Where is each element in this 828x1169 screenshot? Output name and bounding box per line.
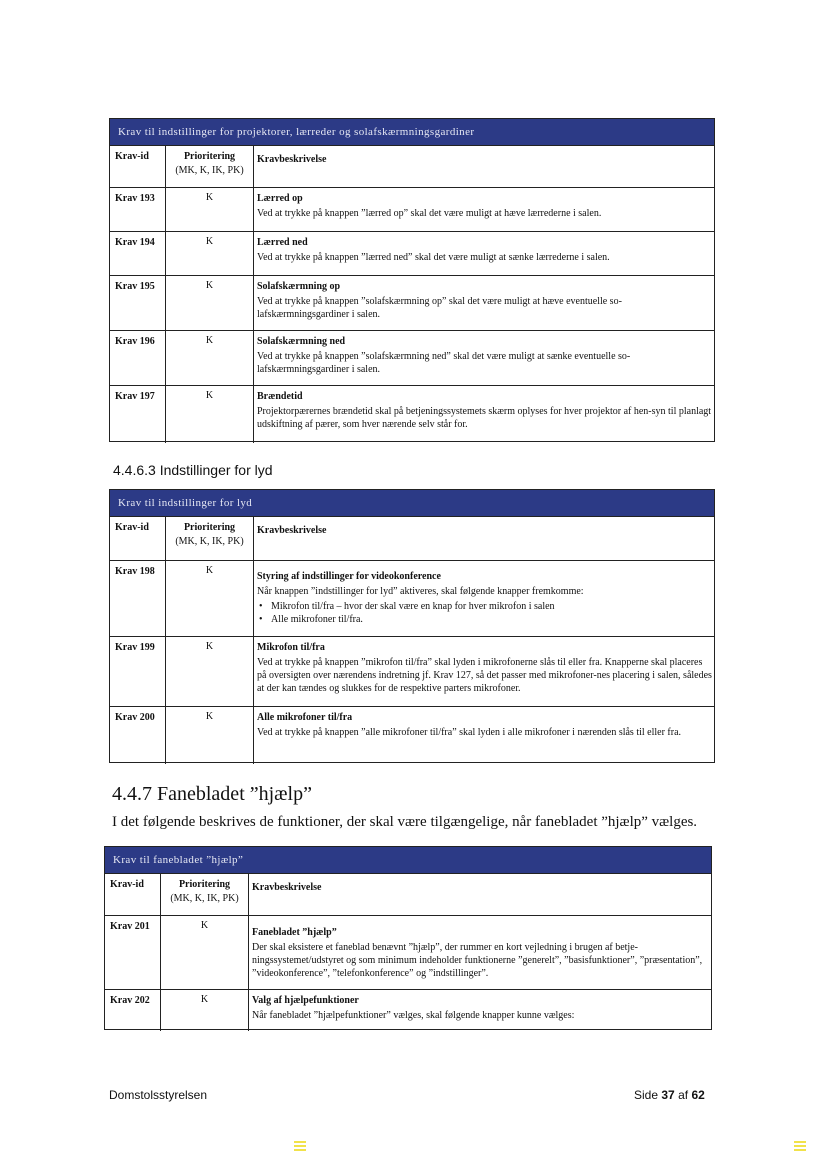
req-id: Krav 198 (110, 561, 166, 636)
footer-page-number (634, 1088, 705, 1102)
table-row (110, 330, 714, 385)
bullet-item: • Mikrofon til/fra – hvor der skal være en knap for hver mikrofon i salen (257, 600, 714, 613)
req-priority: K (166, 232, 254, 275)
table-row (105, 989, 711, 1031)
priority-label: Prioritering (183, 151, 236, 162)
table-row (110, 560, 714, 636)
req-description (254, 188, 714, 231)
req-id: Krav 193 (110, 188, 166, 231)
column-header-row (105, 873, 711, 915)
req-id: Krav 195 (110, 276, 166, 330)
req-id: Krav 196 (110, 331, 166, 385)
req-title: Styring af indstillinger for videokonference (257, 571, 441, 582)
req-title: Solafskærmning ned (257, 336, 346, 347)
req-body: Ved at trykke på knappen ”solafskærmning op” skal det være muligt at hæve eventuelle so-lafskærmningsgardiner i salen. (257, 296, 622, 320)
req-priority: K (166, 386, 254, 443)
req-id: Krav 202 (105, 990, 161, 1031)
req-description (254, 707, 714, 764)
req-priority: K (166, 276, 254, 330)
req-title: Lærred ned (257, 237, 308, 248)
req-body: Ved at trykke på knappen ”lærred ned” skal det være muligt at sænke lærrederne i salen. (257, 252, 610, 263)
table-row (110, 231, 714, 275)
page-prefix: Side (634, 1088, 659, 1102)
col-desc-header: Kravbeskrivelse (257, 525, 327, 536)
req-body: Ved at trykke på knappen ”solafskærmning ned” skal det være muligt at sænke eventuelle so-lafskærmningsgardiner i salen. (257, 351, 631, 375)
req-description (249, 916, 711, 989)
col-priority-header (166, 517, 254, 560)
req-priority: K (166, 561, 254, 636)
priority-label: Prioritering (183, 522, 236, 533)
table-row (110, 636, 714, 706)
priority-codes: (MK, K, IK, PK) (175, 165, 244, 176)
page-current: 37 (661, 1088, 675, 1102)
col-id-header: Krav-id (105, 874, 161, 915)
req-body: Når fanebladet ”hjælpefunktioner” vælges, skal følgende knapper kunne vælges: (252, 1010, 575, 1021)
req-body: Når knappen ”indstillinger for lyd” aktiveres, skal følgende knapper fremkomme: (257, 586, 584, 597)
section-heading-lyd: 4.4.6.3 Indstillinger for lyd (113, 462, 273, 478)
page-of: af (678, 1088, 689, 1102)
priority-codes: (MK, K, IK, PK) (175, 536, 244, 547)
table-row (110, 706, 714, 764)
column-header-row (110, 145, 714, 187)
col-desc-header: Kravbeskrivelse (257, 154, 327, 165)
req-body: Ved at trykke på knappen ”mikrofon til/fra” skal lyden i mikrofonerne slås til eller fra. Knapperne skal placeres på oversigten over nærendens indretning jf. Krav 127, så det passer med mikrofoner-nes placering i salen, således at der kan tændes og slukkes for de respektive parters mikrofoner. (257, 657, 712, 694)
footer-organization: Domstolsstyrelsen (109, 1088, 208, 1102)
req-title: Alle mikrofoner til/fra (257, 712, 353, 723)
req-title: Brændetid (257, 391, 303, 402)
req-title: Valg af hjælpefunktioner (252, 995, 359, 1006)
req-priority: K (166, 707, 254, 764)
req-description (254, 232, 714, 275)
req-priority: K (166, 188, 254, 231)
column-header-row (110, 516, 714, 560)
col-id-header: Krav-id (110, 146, 166, 187)
col-priority-header (161, 874, 249, 915)
req-title: Fanebladet ”hjælp” (252, 927, 337, 938)
bullet-item: • Alle mikrofoner til/fra. (257, 613, 714, 626)
req-body: Der skal eksistere et faneblad benævnt ”hjælp”, der rummer en kort vejledning i brugen af betje-ningssystemet/udstyret og som minimum indeholder funktionerne ”generelt”, ”basisfunktioner”, ”præsentation”, ”videokonference”, ”telefonkonference” og ”indstillinger”. (252, 942, 703, 979)
page-total: 62 (691, 1088, 705, 1102)
req-description (254, 637, 714, 706)
req-title: Mikrofon til/fra (257, 642, 325, 653)
req-id: Krav 200 (110, 707, 166, 764)
req-body: Projektorpærernes brændetid skal på betjeningssystemets skærm oplyses for hver projektor af hen-syn til planlagt udskiftning af pærer, som hver nærende selv står for. (257, 406, 712, 430)
requirements-table-projectors (109, 118, 715, 442)
table-header: Krav til indstillinger for projektorer, lærreder og solafskærmningsgardiner (110, 119, 714, 145)
req-id: Krav 194 (110, 232, 166, 275)
table-row (110, 275, 714, 330)
table-row (110, 385, 714, 443)
section-heading-hjaelp: 4.4.7 Fanebladet ”hjælp” (112, 783, 312, 805)
requirements-table-help (104, 846, 712, 1030)
col-desc-header: Kravbeskrivelse (252, 882, 322, 893)
requirements-table-sound (109, 489, 715, 763)
intro-paragraph: I det følgende beskrives de funktioner, der skal være tilgængelige, når fanebladet ”hjælp” vælges. (112, 814, 698, 830)
priority-label: Prioritering (178, 879, 231, 890)
req-title: Lærred op (257, 193, 303, 204)
table-row (105, 915, 711, 989)
req-priority: K (161, 916, 249, 989)
req-description (249, 990, 711, 1031)
table-header: Krav til fanebladet ”hjælp” (105, 847, 711, 873)
req-id: Krav 197 (110, 386, 166, 443)
req-body: Ved at trykke på knappen ”alle mikrofoner til/fra” skal lyden i alle mikrofoner i nærenden slås til eller fra. (257, 727, 682, 738)
req-id: Krav 201 (105, 916, 161, 989)
req-priority: K (166, 637, 254, 706)
col-priority-header (166, 146, 254, 187)
priority-codes: (MK, K, IK, PK) (170, 893, 239, 904)
req-description (254, 386, 714, 443)
req-description (254, 276, 714, 330)
req-priority: K (161, 990, 249, 1031)
table-row (110, 187, 714, 231)
col-id-header: Krav-id (110, 517, 166, 560)
scan-mark-icon (293, 1139, 307, 1153)
req-body: Ved at trykke på knappen ”lærred op” skal det være muligt at hæve lærrederne i salen. (257, 208, 602, 219)
scan-mark-icon (793, 1139, 807, 1153)
bullet-list (257, 600, 714, 626)
req-title: Solafskærmning op (257, 281, 341, 292)
req-description (254, 331, 714, 385)
req-description (254, 561, 714, 636)
table-header: Krav til indstillinger for lyd (110, 490, 714, 516)
req-priority: K (166, 331, 254, 385)
req-id: Krav 199 (110, 637, 166, 706)
